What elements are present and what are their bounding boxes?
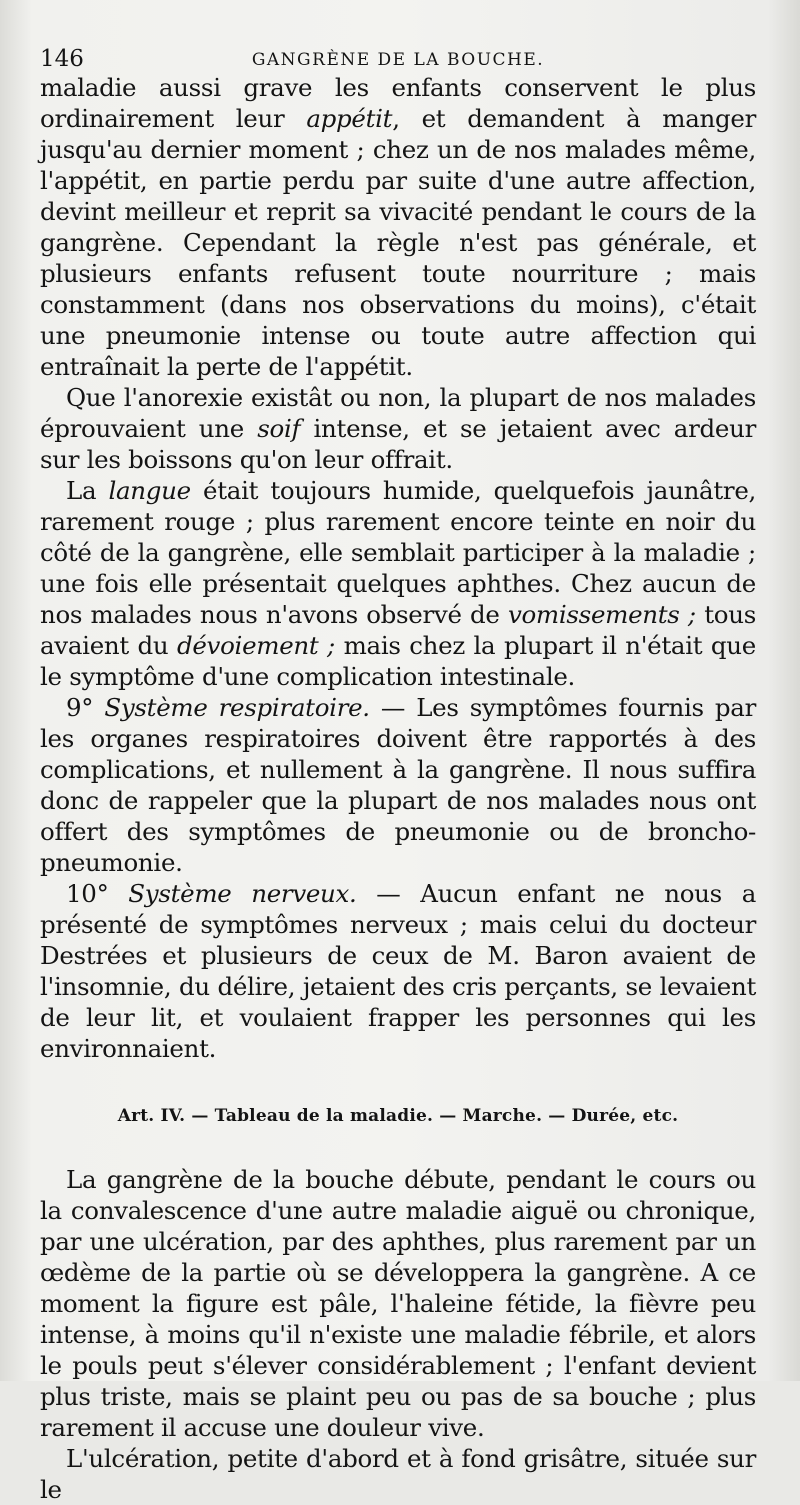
section-heading: Art. IV. — Tableau de la maladie. — Marche. — Durée, etc.	[117, 1106, 679, 1126]
italic-term: langue	[108, 476, 191, 505]
text-run: — Aucun enfant ne nous a présenté de symptômes nerveux ; mais celui du docteur Destrées et plusieurs de ceux de M. Baron avaient de l'insomnie, du délire, jetaient des cris perçants, se levaient de leur lit, et voulaient frapper les personnes qui les environnaient.	[40, 879, 756, 1063]
text-run: 9°	[66, 693, 105, 722]
paragraph	[40, 692, 756, 878]
paragraph	[40, 1443, 756, 1505]
body-text-block	[40, 1164, 756, 1505]
paragraph	[40, 475, 756, 692]
body-text-block	[40, 72, 756, 1064]
text-run: maladie aussi grave les enfants conservent le plus ordinairement leur	[40, 73, 756, 133]
italic-term: Système respiratoire.	[104, 693, 370, 722]
paragraph	[40, 72, 756, 382]
text-run: 10°	[66, 879, 129, 908]
text-run: L'ulcération, petite d'abord et à fond grisâtre, située sur le	[40, 1444, 756, 1504]
italic-term: appétit	[306, 104, 393, 133]
italic-term: dévoiement ;	[176, 631, 335, 660]
text-run: intense, et se jetaient avec ardeur sur les boissons qu'on leur offrait.	[40, 414, 756, 474]
text-run: mais chez la plupart il n'était que le symptôme d'une complication intestinale.	[40, 631, 756, 691]
page-number: 146	[40, 46, 84, 72]
text-run: La	[66, 476, 109, 505]
italic-term: vomissements ;	[507, 600, 696, 629]
italic-term: Système nerveux.	[128, 879, 357, 908]
italic-term: soif	[257, 414, 301, 443]
text-run: Que l'anorexie existât ou non, la plupart de nos malades éprouvaient une	[40, 383, 756, 443]
text-run: La gangrène de la bouche débute, pendant le cours ou la convalescence d'une autre maladie aiguë ou chronique, par une ulcération, par des aphthes, plus rarement par un œdème de la partie où se développera la gangrène. A ce moment la figure est pâle, l'haleine fétide, la fièvre peu intense, à moins qu'il n'existe une maladie fébrile, et alors le pouls peut s'élever considérablement ; l'enfant devient plus triste, mais se plaint peu ou pas de sa bouche ; plus rarement il accuse une douleur vive.	[40, 1165, 756, 1442]
text-run: — Les symptômes fournis par les organes respiratoires doivent être rapportés à des complications, et nullement à la gangrène. Il nous suffira donc de rappeler que la plupart de nos malades nous ont offert des symptômes de pneumonie ou de broncho-pneumonie.	[40, 693, 756, 877]
text-run: était toujours humide, quelquefois jaunâtre, rarement rouge ; plus rarement encore teinte en noir du côté de la gangrène, elle semblait participer à la maladie ; une fois elle présentait quelques aphthes. Chez aucun de nos malades nous n'avons observé de	[40, 476, 756, 629]
page-header	[40, 38, 756, 72]
text-run: , et demandent à manger jusqu'au dernier moment ; chez un de nos malades même, l'appétit, en partie perdu par suite d'une autre affection, devint meilleur et reprit sa vivacité pendant le cours de la gangrène. Cependant la règle n'est pas générale, et plusieurs enfants refusent toute nourriture ; mais constamment (dans nos observations du moins), c'était une pneumonie intense ou toute autre affection qui entraînait la perte de l'appétit.	[40, 104, 756, 381]
paragraph	[40, 878, 756, 1064]
paragraph	[40, 382, 756, 475]
running-title: GANGRÈNE DE LA BOUCHE.	[251, 50, 545, 70]
paragraph	[40, 1164, 756, 1443]
text-run: tous avaient du	[40, 600, 756, 660]
